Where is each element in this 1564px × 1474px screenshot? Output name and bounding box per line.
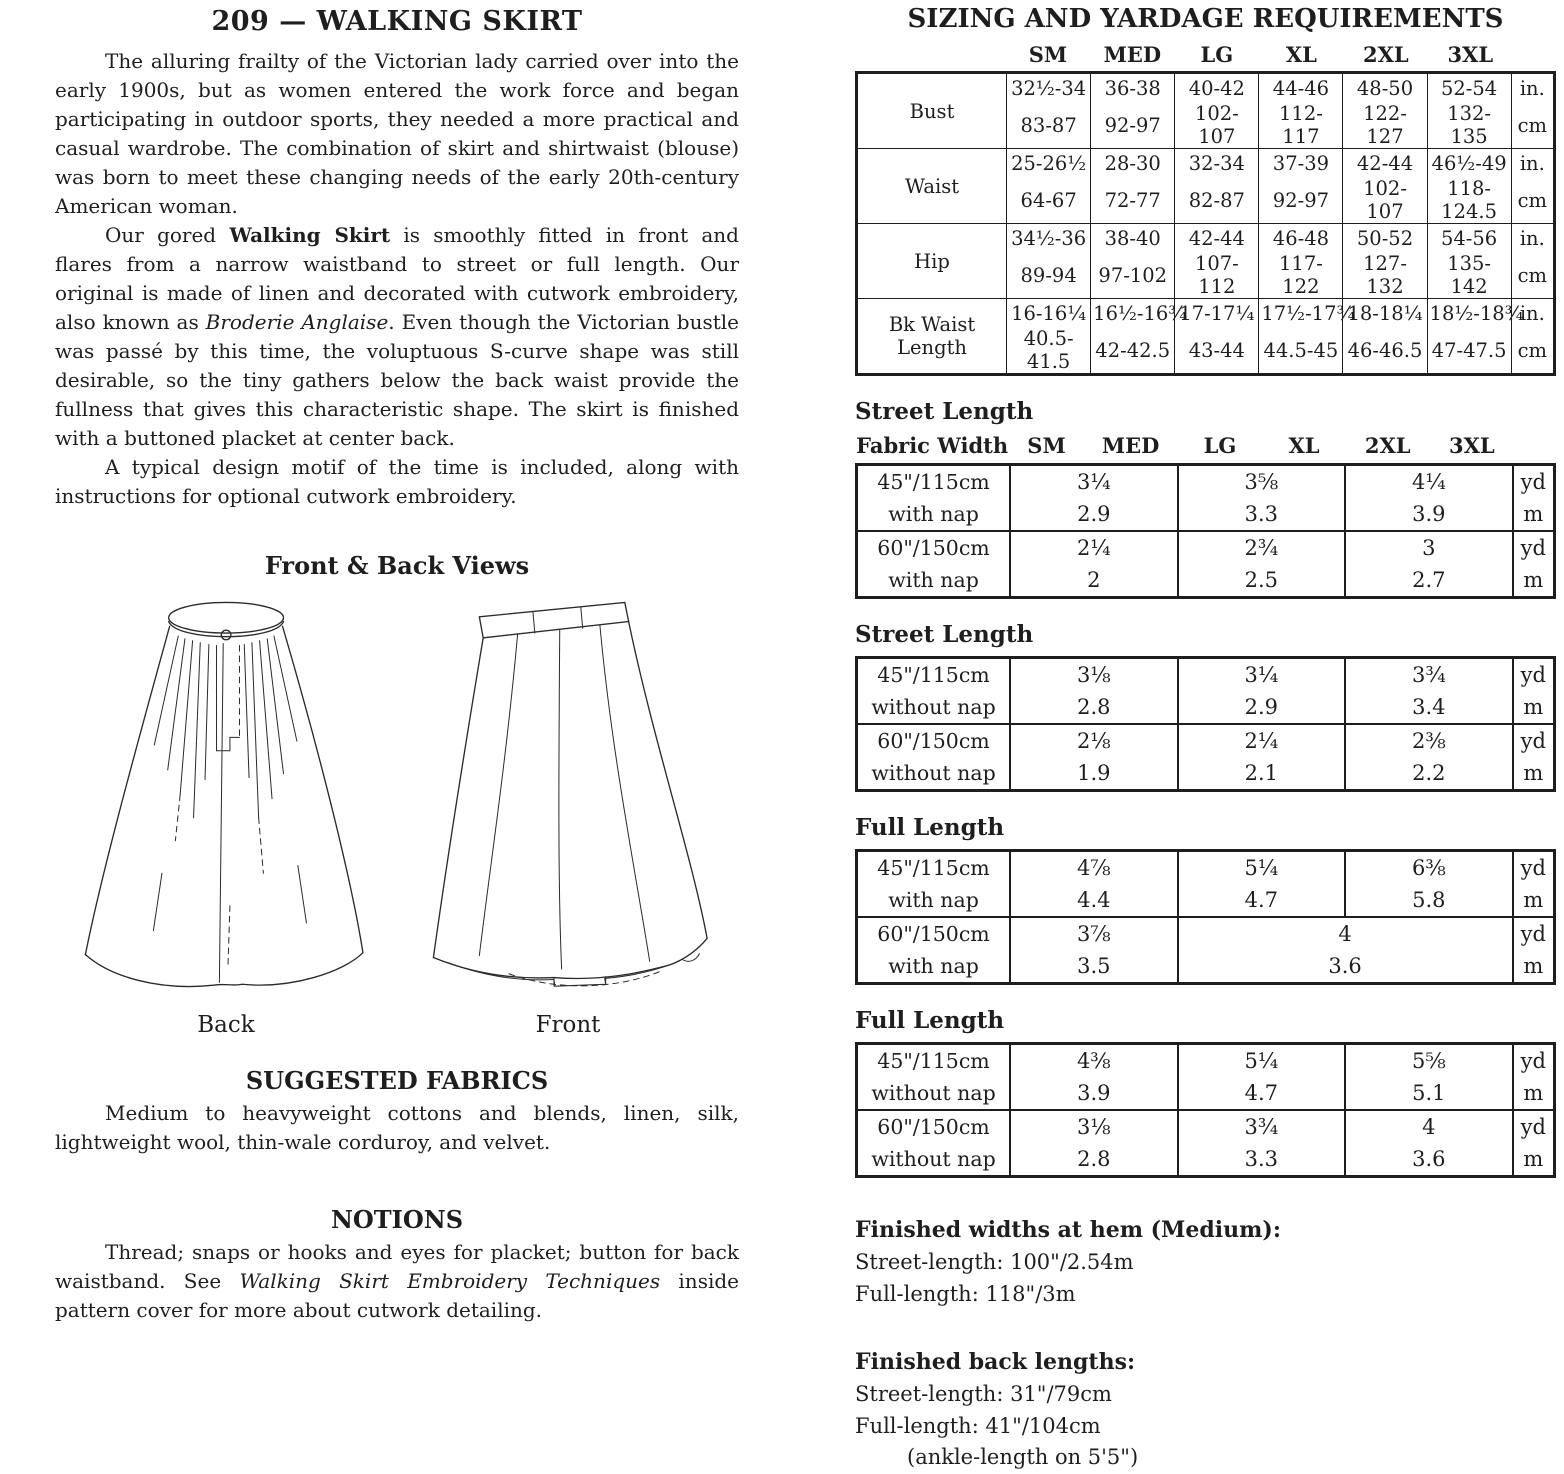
yardage-cell: 2⅛ xyxy=(1010,724,1178,757)
view-label-front: Front xyxy=(535,1012,601,1038)
measurement-cell: 42-44 xyxy=(1343,149,1427,178)
yardage-cell: 2 xyxy=(1010,564,1178,598)
measurement-cell: 54-56 xyxy=(1427,224,1511,253)
fabric-width-label: Fabric Width xyxy=(856,433,1009,458)
yardage-cell: 6⅜ xyxy=(1345,851,1513,885)
finished-back-lengths-block xyxy=(855,1346,1556,1474)
yardage-cell: 3.6 xyxy=(1345,1143,1513,1177)
unit-cell: in. xyxy=(1511,73,1554,103)
nap-label: with nap xyxy=(888,954,979,978)
measurement-cell: 117-122 xyxy=(1259,252,1343,299)
yardage-row xyxy=(857,1044,1555,1078)
measurement-cell: 46-48 xyxy=(1259,224,1343,253)
front-view-illustration xyxy=(411,590,741,990)
width-label: 45"/115cm xyxy=(877,856,990,880)
measurement-cell: 46½-49 xyxy=(1427,149,1511,178)
yardage-cell: 3.9 xyxy=(1345,498,1513,531)
suggested-fabrics-title: SUGGESTED FABRICS xyxy=(245,1066,549,1095)
measurement-cell: 37-39 xyxy=(1259,149,1343,178)
size-column-header: XL xyxy=(1288,433,1320,458)
row-label: Bust xyxy=(909,99,955,123)
yardage-cell: 3¾ xyxy=(1178,1110,1346,1143)
nap-label: with nap xyxy=(888,568,979,592)
measurement-cell: 112-117 xyxy=(1259,102,1343,149)
views-illustration xyxy=(55,584,739,1012)
unit-cell: yd xyxy=(1513,724,1555,757)
yardage-cell: 4.4 xyxy=(1010,884,1178,917)
view-labels xyxy=(55,1012,739,1038)
yardage-cell: 3¾ xyxy=(1345,658,1513,692)
notions-title: NOTIONS xyxy=(330,1205,464,1234)
unit-cell: yd xyxy=(1513,531,1555,564)
unit-cell: cm xyxy=(1511,177,1554,224)
measurement-cell: 97-102 xyxy=(1091,252,1175,299)
left-column xyxy=(55,6,739,1325)
spacer xyxy=(1514,433,1556,458)
unit-cell: yd xyxy=(1513,851,1555,885)
yardage-row xyxy=(857,724,1555,757)
yardage-cell: 4.7 xyxy=(1178,1077,1346,1110)
yardage-row xyxy=(857,531,1555,564)
views-title: Front & Back Views xyxy=(264,551,530,580)
yardage-heading: Street Length xyxy=(855,621,1034,648)
measurement-cell: 132-135 xyxy=(1427,102,1511,149)
measurement-cell: 17½-17¾ xyxy=(1259,299,1343,328)
nap-label: without nap xyxy=(871,1081,996,1105)
nap-label: without nap xyxy=(871,761,996,785)
sizing-row-bkwaist-in xyxy=(857,299,1555,328)
note-line: Street-length: 31"/79cm xyxy=(855,1382,1112,1406)
yardage-cell: 3 xyxy=(1345,531,1513,564)
sizing-row-hip-in xyxy=(857,224,1555,253)
yardage-row xyxy=(857,691,1555,724)
size-column-header: LG xyxy=(1203,433,1237,458)
measurement-cell: 72-77 xyxy=(1091,177,1175,224)
measurement-cell: 118-124.5 xyxy=(1427,177,1511,224)
measurement-cell: 43-44 xyxy=(1175,327,1259,375)
yardage-row xyxy=(857,564,1555,598)
measurement-cell: 127-132 xyxy=(1343,252,1427,299)
yardage-row xyxy=(857,1143,1555,1177)
measurement-cell: 47-47.5 xyxy=(1427,327,1511,375)
unit-cell: cm xyxy=(1511,252,1554,299)
yardage-table-street-with-nap xyxy=(855,463,1556,599)
note-line: Street-length: 100"/2.54m xyxy=(855,1250,1134,1274)
sizing-row-waist-in xyxy=(857,149,1555,178)
yardage-row xyxy=(857,1110,1555,1143)
yardage-cell: 2¼ xyxy=(1178,724,1346,757)
measurement-cell: 28-30 xyxy=(1091,149,1175,178)
yardage-cell: 3¼ xyxy=(1010,465,1178,499)
width-label: 60"/150cm xyxy=(857,724,1011,757)
size-column-header: MED xyxy=(1101,433,1160,458)
yardage-cell: 2.8 xyxy=(1010,691,1178,724)
width-label: 60"/150cm xyxy=(857,1110,1011,1143)
yardage-cell: 3⅛ xyxy=(1010,1110,1178,1143)
yardage-row xyxy=(857,498,1555,531)
width-label: 60"/150cm xyxy=(857,917,1011,950)
intro-paragraph-2: Our gored Walking Skirt is smoothly fitted in front and flares from a narrow waistband to street or full length. Our original is made of linen and decorated with cutwork embroidery, also known as Broderie Anglaise. Even though the Victorian bustle was passé by this time, the voluptuous S-curve shape was still desirable, so the tiny gathers below the back waist provide the fullness that gives this characteristic shape. The skirt is finished with a buttoned placket at center back. xyxy=(55,223,739,450)
yardage-heading: Street Length xyxy=(855,398,1034,425)
row-label: Bk Waist Length xyxy=(857,299,1007,375)
width-label: 45"/115cm xyxy=(877,1049,990,1073)
yardage-row xyxy=(857,658,1555,692)
yardage-cell-merged: 3.6 xyxy=(1178,950,1513,984)
yardage-cell: 3⅞ xyxy=(1010,917,1178,950)
back-view-illustration xyxy=(63,590,393,990)
unit-cell: m xyxy=(1513,691,1555,724)
measurement-cell: 18½-18¾ xyxy=(1427,299,1511,328)
yardage-cell: 3.3 xyxy=(1178,1143,1346,1177)
yardage-heading: Full Length xyxy=(855,814,1005,841)
yardage-cell: 5¼ xyxy=(1178,1044,1346,1078)
yardage-cell: 1.9 xyxy=(1010,757,1178,791)
sizing-row-bust-in xyxy=(857,73,1555,103)
measurement-cell: 40.5-41.5 xyxy=(1007,327,1091,375)
note-line: Full-length: 118"/3m xyxy=(855,1281,1076,1306)
measurement-cell: 44.5-45 xyxy=(1259,327,1343,375)
yardage-cell: 5¼ xyxy=(1178,851,1346,885)
yardage-heading: Full Length xyxy=(855,1007,1005,1034)
yardage-cell-merged: 4 xyxy=(1178,917,1513,950)
page-title: 209 — WALKING SKIRT xyxy=(211,6,583,37)
yardage-cell: 2.5 xyxy=(1178,564,1346,598)
size-column-header: 3XL xyxy=(1447,42,1494,67)
measurement-cell: 34½-36 xyxy=(1007,224,1091,253)
measurement-cell: 32-34 xyxy=(1175,149,1259,178)
measurement-cell: 17-17¼ xyxy=(1175,299,1259,328)
measurement-cell: 50-52 xyxy=(1343,224,1427,253)
yardage-cell: 4⅜ xyxy=(1010,1044,1178,1078)
size-column-header: 3XL xyxy=(1449,433,1495,458)
width-label: 45"/115cm xyxy=(877,663,990,687)
measurement-cell: 42-42.5 xyxy=(1091,327,1175,375)
unit-cell: m xyxy=(1513,1143,1555,1177)
measurement-cell: 52-54 xyxy=(1427,73,1511,103)
yardage-row xyxy=(857,465,1555,499)
yardage-table-street-without-nap xyxy=(855,656,1556,792)
yardage-cell: 3⅝ xyxy=(1178,465,1346,499)
yardage-cell: 5.8 xyxy=(1345,884,1513,917)
yardage-table-full-without-nap xyxy=(855,1042,1556,1178)
measurement-cell: 32½-34 xyxy=(1007,73,1091,103)
sizing-table xyxy=(855,71,1556,376)
measurement-cell: 18-18¼ xyxy=(1343,299,1427,328)
yardage-cell: 2.1 xyxy=(1178,757,1346,791)
finished-widths-heading: Finished widths at hem (Medium): xyxy=(855,1217,1281,1243)
measurement-cell: 64-67 xyxy=(1007,177,1091,224)
yardage-cell: 2.2 xyxy=(1345,757,1513,791)
yardage-cell: 2.8 xyxy=(1010,1143,1178,1177)
finished-widths-block xyxy=(855,1214,1556,1310)
spacer xyxy=(855,42,1006,67)
measurement-cell: 122-127 xyxy=(1343,102,1427,149)
yardage-cell: 2⅜ xyxy=(1345,724,1513,757)
measurement-cell: 102-107 xyxy=(1343,177,1427,224)
measurement-cell: 25-26½ xyxy=(1007,149,1091,178)
unit-cell: cm xyxy=(1511,102,1554,149)
unit-cell: m xyxy=(1513,950,1555,984)
measurement-cell: 16½-16¾ xyxy=(1091,299,1175,328)
finished-back-lengths-heading: Finished back lengths: xyxy=(855,1349,1136,1375)
measurement-cell: 89-94 xyxy=(1007,252,1091,299)
nap-label: without nap xyxy=(871,695,996,719)
size-pair xyxy=(1346,433,1514,458)
unit-cell: m xyxy=(1513,757,1555,791)
yardage-cell: 2¼ xyxy=(1010,531,1178,564)
yardage-row xyxy=(857,884,1555,917)
note-line: Full-length: 41"/104cm xyxy=(855,1413,1101,1438)
measurement-cell: 46-46.5 xyxy=(1343,327,1427,375)
yardage-row xyxy=(857,1077,1555,1110)
unit-cell: m xyxy=(1513,498,1555,531)
yardage-cell: 2.7 xyxy=(1345,564,1513,598)
yardage-cell: 4.7 xyxy=(1178,884,1346,917)
unit-cell: in. xyxy=(1511,299,1554,328)
measurement-cell: 92-97 xyxy=(1091,102,1175,149)
spacer xyxy=(1513,42,1556,67)
row-label: Waist xyxy=(857,149,1007,224)
size-column-header: 2XL xyxy=(1364,433,1411,458)
width-label: 45"/115cm xyxy=(877,470,990,494)
fabric-width-header-row xyxy=(855,433,1556,458)
unit-cell: yd xyxy=(1513,658,1555,692)
row-label: Hip xyxy=(857,224,1007,299)
sizing-size-header-row xyxy=(855,42,1556,67)
measurement-cell: 16-16¼ xyxy=(1007,299,1091,328)
unit-cell: m xyxy=(1513,564,1555,598)
yardage-row xyxy=(857,917,1555,950)
size-pair xyxy=(1177,433,1345,458)
fabrics-paragraph: Medium to heavyweight cottons and blends, linen, silk, lightweight wool, thin-wale corduroy, and velvet. xyxy=(55,1101,739,1154)
yardage-cell: 3.9 xyxy=(1010,1077,1178,1110)
intro-paragraph-1: The alluring frailty of the Victorian lady carried over into the early 1900s, but as women entered the work force and began participating in outdoor sports, they needed a more practical and casual wardrobe. The combination of skirt and shirtwaist (blouse) was born to meet these changing needs of the early 20th-century American woman. xyxy=(55,49,739,218)
yardage-cell: 4 xyxy=(1345,1110,1513,1143)
size-column-header: XL xyxy=(1285,42,1317,67)
size-column-header: LG xyxy=(1200,42,1234,67)
unit-cell: yd xyxy=(1513,1110,1555,1143)
nap-label: with nap xyxy=(888,502,979,526)
size-column-header: SM xyxy=(1028,42,1068,67)
size-column-header: 2XL xyxy=(1362,42,1409,67)
yardage-row xyxy=(857,757,1555,791)
measurement-cell: 102-107 xyxy=(1175,102,1259,149)
right-column xyxy=(855,4,1556,1474)
yardage-row xyxy=(857,851,1555,885)
width-label: 60"/150cm xyxy=(857,531,1011,564)
note-line: (ankle-length on 5'5") xyxy=(907,1445,1139,1469)
unit-cell: cm xyxy=(1511,327,1554,375)
view-label-back: Back xyxy=(197,1012,255,1038)
unit-cell: m xyxy=(1513,1077,1555,1110)
unit-cell: yd xyxy=(1513,465,1555,499)
yardage-cell: 3.4 xyxy=(1345,691,1513,724)
yardage-cell: 2.9 xyxy=(1010,498,1178,531)
yardage-cell: 2.9 xyxy=(1178,691,1346,724)
sizing-yardage-title: SIZING AND YARDAGE REQUIREMENTS xyxy=(907,4,1504,34)
size-pair xyxy=(1009,433,1177,458)
measurement-cell: 40-42 xyxy=(1175,73,1259,103)
measurement-cell: 92-97 xyxy=(1259,177,1343,224)
unit-cell: in. xyxy=(1511,149,1554,178)
yardage-cell: 5⅝ xyxy=(1345,1044,1513,1078)
yardage-cell: 3.5 xyxy=(1010,950,1178,984)
unit-cell: m xyxy=(1513,884,1555,917)
measurement-cell: 36-38 xyxy=(1091,73,1175,103)
nap-label: without nap xyxy=(871,1147,996,1171)
unit-cell: yd xyxy=(1513,917,1555,950)
yardage-cell: 3¼ xyxy=(1178,658,1346,692)
measurement-cell: 82-87 xyxy=(1175,177,1259,224)
size-column-header: MED xyxy=(1103,42,1162,67)
measurement-cell: 44-46 xyxy=(1259,73,1343,103)
unit-cell: yd xyxy=(1513,1044,1555,1078)
measurement-cell: 38-40 xyxy=(1091,224,1175,253)
intro-paragraph-3: A typical design motif of the time is included, along with instructions for optional cutwork embroidery. xyxy=(55,455,739,508)
size-column-header: SM xyxy=(1027,433,1066,458)
yardage-cell: 2¾ xyxy=(1178,531,1346,564)
yardage-cell: 3.3 xyxy=(1178,498,1346,531)
yardage-table-full-with-nap xyxy=(855,849,1556,985)
measurement-cell: 42-44 xyxy=(1175,224,1259,253)
yardage-cell: 3⅛ xyxy=(1010,658,1178,692)
nap-label: with nap xyxy=(888,888,979,912)
measurement-cell: 107-112 xyxy=(1175,252,1259,299)
yardage-cell: 4⅞ xyxy=(1010,851,1178,885)
measurement-cell: 135-142 xyxy=(1427,252,1511,299)
measurement-cell: 48-50 xyxy=(1343,73,1427,103)
notions-paragraph: Thread; snaps or hooks and eyes for placket; button for back waistband. See Walking Skirt Embroidery Techniques inside pattern cover for more about cutwork detailing. xyxy=(55,1240,739,1322)
yardage-cell: 4¼ xyxy=(1345,465,1513,499)
yardage-cell: 5.1 xyxy=(1345,1077,1513,1110)
measurement-cell: 83-87 xyxy=(1007,102,1091,149)
yardage-row xyxy=(857,950,1555,984)
unit-cell: in. xyxy=(1511,224,1554,253)
